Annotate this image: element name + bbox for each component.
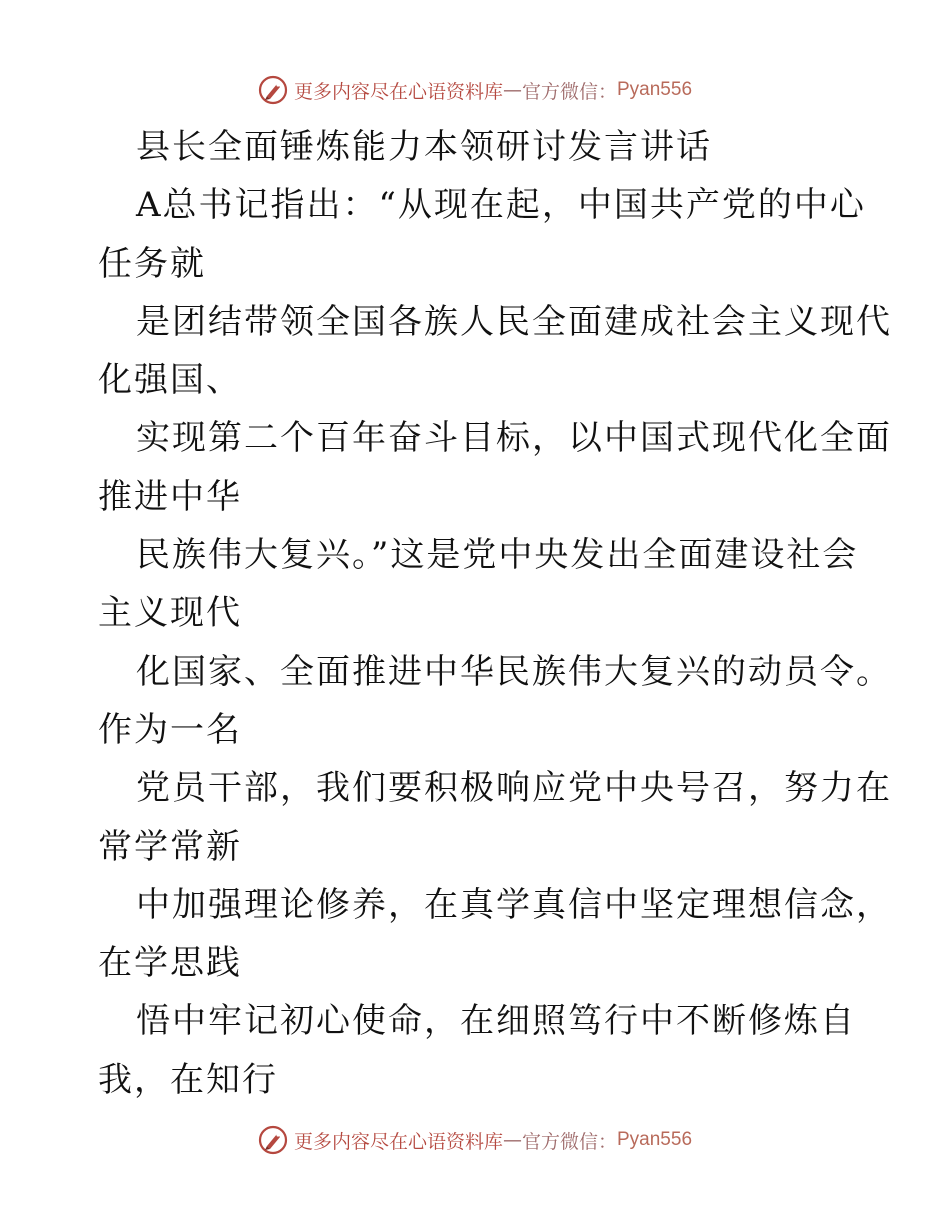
watermark-wechat-label: 官方微信： (521, 1130, 617, 1153)
footer-watermark (0, 1120, 950, 1160)
watermark-wechat-id: Pyan556 (617, 79, 693, 100)
watermark-site-text: 更多内容尽在心语资料库 (293, 80, 503, 103)
document-body (98, 118, 892, 1109)
paragraph-line: 化强国、 (98, 360, 242, 401)
paragraph-line: 悟中牢记初心使命，在细照笃行中不断修炼自 (136, 1001, 856, 1042)
paragraph-line: 在学思践 (98, 943, 242, 984)
paragraph-line: 推进中华 (98, 476, 242, 517)
document-title: 县长全面锤炼能力本领研讨发言讲话 (136, 127, 712, 167)
paragraph-line: A总书记指出：“从现在起，中国共产党的中心 (136, 185, 866, 226)
paragraph-line: 我，在知行 (98, 1059, 278, 1100)
watermark-wechat-id: Pyan556 (617, 1129, 693, 1150)
watermark-separator: — (502, 1129, 522, 1151)
paragraph-line: 常学常新 (98, 826, 242, 867)
paragraph-line: 任务就 (98, 243, 206, 284)
paragraph-line: 党员干部，我们要积极响应党中央号召，努力在 (136, 768, 892, 809)
paragraph-line: 中加强理论修养，在真学真信中坚定理想信念， (136, 884, 892, 925)
pen-nib-seal-icon (258, 75, 288, 105)
watermark-wechat-label: 官方微信： (521, 80, 617, 103)
watermark-site-text: 更多内容尽在心语资料库 (293, 1130, 503, 1153)
paragraph-line: 作为一名 (98, 709, 242, 750)
paragraph-line: 主义现代 (98, 593, 242, 634)
watermark-separator: — (502, 79, 522, 101)
pen-nib-seal-icon (258, 1125, 288, 1155)
paragraph-line: 化国家、全面推进中华民族伟大复兴的动员令。 (136, 651, 892, 692)
paragraph-line: 民族伟大复兴。”这是党中央发出全面建设社会 (136, 535, 859, 576)
paragraph-line: 实现第二个百年奋斗目标，以中国式现代化全面 (136, 418, 892, 459)
header-watermark (0, 70, 950, 110)
paragraph-line: 是团结带领全国各族人民全面建成社会主义现代 (136, 301, 892, 342)
